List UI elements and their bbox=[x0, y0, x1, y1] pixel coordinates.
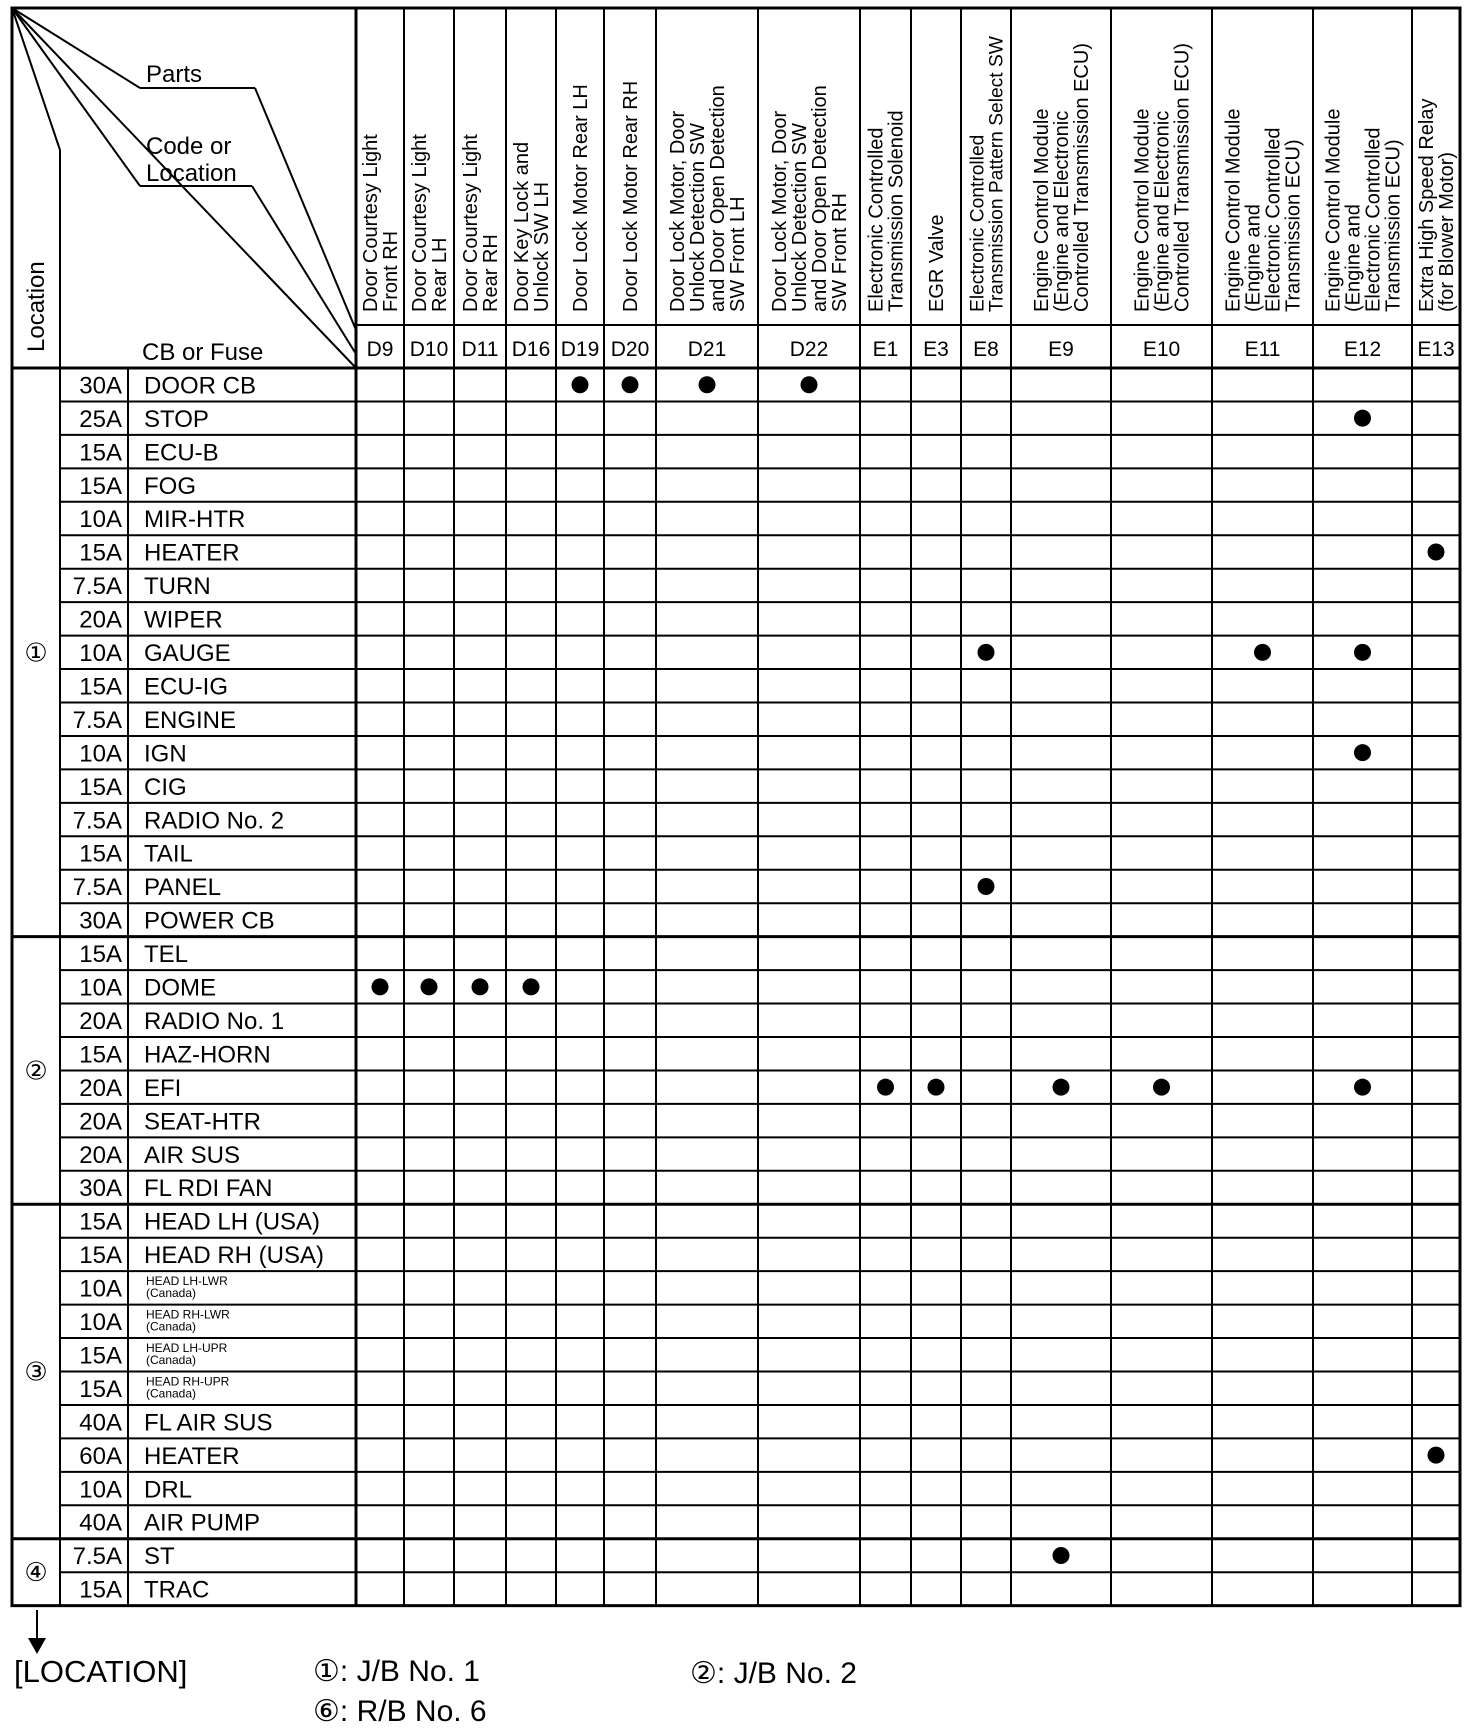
column-title-e1: Electronic Controlled bbox=[865, 127, 888, 312]
legend-title: [LOCATION] bbox=[14, 1654, 188, 1689]
fuse-name: RADIO No. 1 bbox=[144, 1007, 285, 1035]
fuse-amperage: 10A bbox=[79, 506, 122, 534]
column-code-e3: E3 bbox=[923, 338, 949, 361]
fuse-amperage: 15A bbox=[79, 539, 122, 567]
column-code-d11: D11 bbox=[461, 338, 499, 361]
fuse-name-note: (Canada) bbox=[146, 1319, 197, 1334]
connection-dot-e12 bbox=[1354, 410, 1371, 427]
fuse-amperage: 10A bbox=[79, 740, 122, 768]
fuse-name: RADIO No. 2 bbox=[144, 807, 285, 835]
column-title-d11: Door Courtesy Light bbox=[460, 134, 483, 312]
column-code-d9: D9 bbox=[366, 338, 394, 361]
column-title-d22: and Door Open Detection bbox=[809, 85, 832, 312]
fuse-name: HAZ-HORN bbox=[144, 1041, 271, 1069]
fuse-name: FL AIR SUS bbox=[144, 1409, 273, 1437]
location-marker: ② bbox=[24, 1056, 48, 1087]
location-marker: ④ bbox=[24, 1558, 48, 1589]
column-title-e10: Engine Control Module bbox=[1131, 108, 1154, 312]
fuse-name: AIR SUS bbox=[144, 1141, 241, 1169]
column-code-e8: E8 bbox=[973, 338, 999, 361]
fuse-amperage: 10A bbox=[79, 1476, 122, 1504]
fuse-amperage: 15A bbox=[79, 673, 122, 701]
fuse-name: TURN bbox=[144, 573, 211, 601]
column-title-e1: Transmission Solenoid bbox=[885, 110, 908, 312]
column-code-e12: E12 bbox=[1343, 338, 1382, 361]
fuse-amperage: 30A bbox=[79, 907, 122, 935]
fuse-amperage: 10A bbox=[79, 1275, 122, 1303]
fuse-name-note: (Canada) bbox=[146, 1286, 197, 1301]
fuse-amperage: 15A bbox=[79, 472, 122, 500]
column-title-e11: Engine Control Module bbox=[1222, 108, 1245, 312]
fuse-amperage: 15A bbox=[79, 1208, 122, 1236]
fuse-name: DRL bbox=[144, 1476, 193, 1504]
fuse-amperage: 40A bbox=[79, 1509, 122, 1537]
fuse-name: HEAD RH (USA) bbox=[144, 1242, 325, 1270]
location-legend bbox=[0, 1610, 1472, 1728]
fuse-name-note: (Canada) bbox=[146, 1353, 197, 1368]
column-title-d22: SW Front RH bbox=[829, 193, 852, 312]
column-title-d16: Door Key Lock and bbox=[511, 141, 534, 312]
column-code-e1: E1 bbox=[872, 338, 899, 361]
column-title-d20: Door Lock Motor Rear RH bbox=[620, 80, 643, 312]
fuse-amperage: 7.5A bbox=[72, 573, 122, 601]
location-marker: ① bbox=[24, 638, 48, 669]
column-code-e11: E11 bbox=[1244, 338, 1281, 361]
fuse-name: GAUGE bbox=[144, 640, 231, 668]
fuse-name: TEL bbox=[144, 941, 189, 969]
column-code-d10: D10 bbox=[409, 338, 449, 361]
column-title-e11: Electronic Controlled bbox=[1262, 127, 1285, 312]
column-title-e12: Electronic Controlled bbox=[1362, 127, 1385, 312]
legend-item-jb1: ①: J/B No. 1 bbox=[313, 1655, 480, 1688]
fuse-name: ST bbox=[144, 1543, 175, 1571]
fuse-amperage: 15A bbox=[79, 1342, 122, 1370]
legend-item-jb2: ②: J/B No. 2 bbox=[690, 1657, 857, 1690]
column-title-d21: SW Front LH bbox=[727, 196, 750, 312]
fuse-amperage: 10A bbox=[79, 640, 122, 668]
fuse-amperage: 10A bbox=[79, 974, 122, 1002]
connection-dot-e3 bbox=[928, 1079, 945, 1096]
connection-dot-e13 bbox=[1428, 1447, 1445, 1464]
column-title-d9: Front RH bbox=[380, 230, 403, 312]
connection-dot-d20 bbox=[622, 376, 639, 393]
connection-dot-e12 bbox=[1354, 644, 1371, 661]
fuse-name: HEAD LH-LWR bbox=[146, 1274, 228, 1289]
fuse-name: HEATER bbox=[144, 539, 240, 567]
fuse-name: HEAD LH-UPR bbox=[146, 1341, 228, 1356]
code-or-location-label: Location bbox=[146, 160, 237, 187]
fuse-amperage: 15A bbox=[79, 1041, 122, 1069]
connection-dot-d9 bbox=[372, 978, 389, 995]
grid-line bbox=[252, 186, 356, 354]
connection-dot-d10 bbox=[421, 978, 438, 995]
column-title-d21: Door Lock Motor, Door bbox=[667, 110, 690, 312]
column-title-e13: Extra High Speed Relay bbox=[1416, 98, 1439, 312]
column-title-d16: Unlock SW LH bbox=[531, 181, 554, 312]
fuse-name: CIG bbox=[144, 773, 187, 801]
column-title-d10: Rear LH bbox=[429, 237, 452, 312]
fuse-name: WIPER bbox=[144, 606, 223, 634]
fuse-name: TAIL bbox=[144, 840, 193, 868]
fuse-name-note: (Canada) bbox=[146, 1386, 197, 1401]
fuse-amperage: 15A bbox=[79, 1375, 122, 1403]
column-title-e8: Electronic Controlled bbox=[967, 134, 989, 312]
column-title-e11: (Engine and bbox=[1242, 204, 1265, 312]
fuse-amperage: 15A bbox=[79, 1242, 122, 1270]
column-title-d10: Door Courtesy Light bbox=[409, 134, 432, 312]
fuse-name: HEATER bbox=[144, 1442, 240, 1470]
column-title-d21: and Door Open Detection bbox=[707, 85, 730, 312]
fuse-amperage: 40A bbox=[79, 1409, 122, 1437]
connection-dot-e13 bbox=[1428, 543, 1445, 560]
column-title-e3: EGR Valve bbox=[926, 214, 949, 312]
column-code-e13: E13 bbox=[1417, 338, 1455, 361]
fuse-amperage: 15A bbox=[79, 941, 122, 969]
fuse-name: HEAD RH-LWR bbox=[146, 1307, 230, 1322]
column-code-d21: D21 bbox=[687, 338, 727, 361]
fuse-amperage: 60A bbox=[79, 1442, 122, 1470]
fuse-amperage: 30A bbox=[79, 1175, 122, 1203]
fuse-amperage: 15A bbox=[79, 840, 122, 868]
fuse-name: POWER CB bbox=[144, 907, 275, 935]
column-code-d16: D16 bbox=[511, 338, 551, 361]
fuse-amperage: 25A bbox=[79, 405, 122, 433]
fuse-amperage: 20A bbox=[79, 1141, 122, 1169]
location-marker: ③ bbox=[24, 1357, 48, 1388]
column-title-e9: Controlled Transmission ECU) bbox=[1071, 43, 1094, 312]
fuse-name: STOP bbox=[144, 405, 209, 433]
column-title-d9: Door Courtesy Light bbox=[360, 134, 383, 312]
fuse-name: ECU-B bbox=[144, 439, 219, 467]
fuse-amperage: 15A bbox=[79, 773, 122, 801]
column-title-e12: Transmission ECU) bbox=[1382, 139, 1405, 312]
column-title-e10: (Engine and Electronic bbox=[1151, 110, 1174, 312]
connection-dot-d22 bbox=[801, 376, 818, 393]
column-title-e9: Engine Control Module bbox=[1031, 108, 1054, 312]
connection-dot-e9 bbox=[1053, 1547, 1070, 1564]
fuse-amperage: 15A bbox=[79, 1576, 122, 1604]
column-title-e8: Transmission Pattern Select SW bbox=[986, 36, 1008, 312]
column-code-d22: D22 bbox=[789, 338, 829, 361]
fuse-amperage: 7.5A bbox=[72, 706, 122, 734]
fuse-amperage: 7.5A bbox=[72, 807, 122, 835]
connection-dot-e12 bbox=[1354, 744, 1371, 761]
connection-dot-e10 bbox=[1153, 1079, 1170, 1096]
fuse-amperage: 15A bbox=[79, 439, 122, 467]
column-code-e9: E9 bbox=[1048, 338, 1074, 361]
grid-line bbox=[12, 8, 140, 186]
location-label: Location bbox=[23, 261, 50, 352]
fuse-amperage: 10A bbox=[79, 1309, 122, 1337]
legend-item-rb6: ⑥: R/B No. 6 bbox=[313, 1695, 487, 1728]
fuse-amperage: 7.5A bbox=[72, 1543, 122, 1571]
fuse-amperage: 20A bbox=[79, 1108, 122, 1136]
fuse-name: AIR PUMP bbox=[144, 1509, 261, 1537]
column-title-e12: (Engine and bbox=[1342, 204, 1365, 312]
column-title-e11: Transmission ECU) bbox=[1282, 139, 1305, 312]
fuse-amperage: 20A bbox=[79, 606, 122, 634]
fuse-name: IGN bbox=[144, 740, 187, 768]
grid-line bbox=[255, 88, 356, 330]
fuse-name: TRAC bbox=[144, 1576, 210, 1604]
column-title-e10: Controlled Transmission ECU) bbox=[1171, 43, 1194, 312]
column-title-d22: Door Lock Motor, Door bbox=[769, 110, 792, 312]
column-code-d20: D20 bbox=[610, 338, 650, 361]
table-header bbox=[23, 35, 1458, 366]
fuse-name: ECU-IG bbox=[144, 673, 228, 701]
connection-dot-d11 bbox=[472, 978, 489, 995]
column-title-e9: (Engine and Electronic bbox=[1051, 110, 1074, 312]
column-title-d22: Unlock Detection SW bbox=[789, 123, 812, 312]
fuse-name: DOME bbox=[144, 974, 216, 1002]
arrow-down-icon bbox=[24, 1610, 50, 1658]
fuse-name: FL RDI FAN bbox=[144, 1175, 273, 1203]
column-title-e12: Engine Control Module bbox=[1322, 108, 1345, 312]
column-title-e13: (for Blower Motor) bbox=[1436, 151, 1459, 312]
fuse-amperage: 30A bbox=[79, 372, 122, 400]
fuse-name: MIR-HTR bbox=[144, 506, 246, 534]
fuse-amperage: 7.5A bbox=[72, 874, 122, 902]
column-code-e10: E10 bbox=[1142, 338, 1181, 361]
table-body bbox=[24, 372, 1444, 1603]
connection-dot-e8 bbox=[978, 644, 995, 661]
cb-or-fuse-label: CB or Fuse bbox=[142, 339, 264, 366]
fuse-name: ENGINE bbox=[144, 706, 237, 734]
code-or-location-label: Code or bbox=[146, 133, 232, 160]
fuse-amperage: 20A bbox=[79, 1074, 122, 1102]
column-title-d11: Rear RH bbox=[480, 234, 503, 312]
fuse-name: FOG bbox=[144, 472, 196, 500]
fuse-name: SEAT-HTR bbox=[144, 1108, 261, 1136]
column-code-d19: D19 bbox=[560, 338, 600, 361]
connection-dot-e9 bbox=[1053, 1079, 1070, 1096]
column-title-d21: Unlock Detection SW bbox=[687, 123, 710, 312]
fuse-name: HEAD LH (USA) bbox=[144, 1208, 321, 1236]
column-title-d19: Door Lock Motor Rear LH bbox=[570, 84, 593, 312]
grid-line bbox=[12, 8, 60, 150]
parts-label: Parts bbox=[146, 61, 203, 88]
connection-dot-e12 bbox=[1354, 1079, 1371, 1096]
connection-dot-e8 bbox=[978, 878, 995, 895]
connection-dot-e11 bbox=[1254, 644, 1271, 661]
fuse-name: PANEL bbox=[144, 874, 221, 902]
fuse-name: DOOR CB bbox=[144, 372, 257, 400]
connection-dot-d21 bbox=[699, 376, 716, 393]
connection-dot-d16 bbox=[523, 978, 540, 995]
connection-dot-e1 bbox=[877, 1079, 894, 1096]
fuse-amperage: 20A bbox=[79, 1007, 122, 1035]
fuse-name: EFI bbox=[144, 1074, 182, 1102]
fuse-name: HEAD RH-UPR bbox=[146, 1374, 230, 1389]
connection-dot-d19 bbox=[572, 376, 589, 393]
